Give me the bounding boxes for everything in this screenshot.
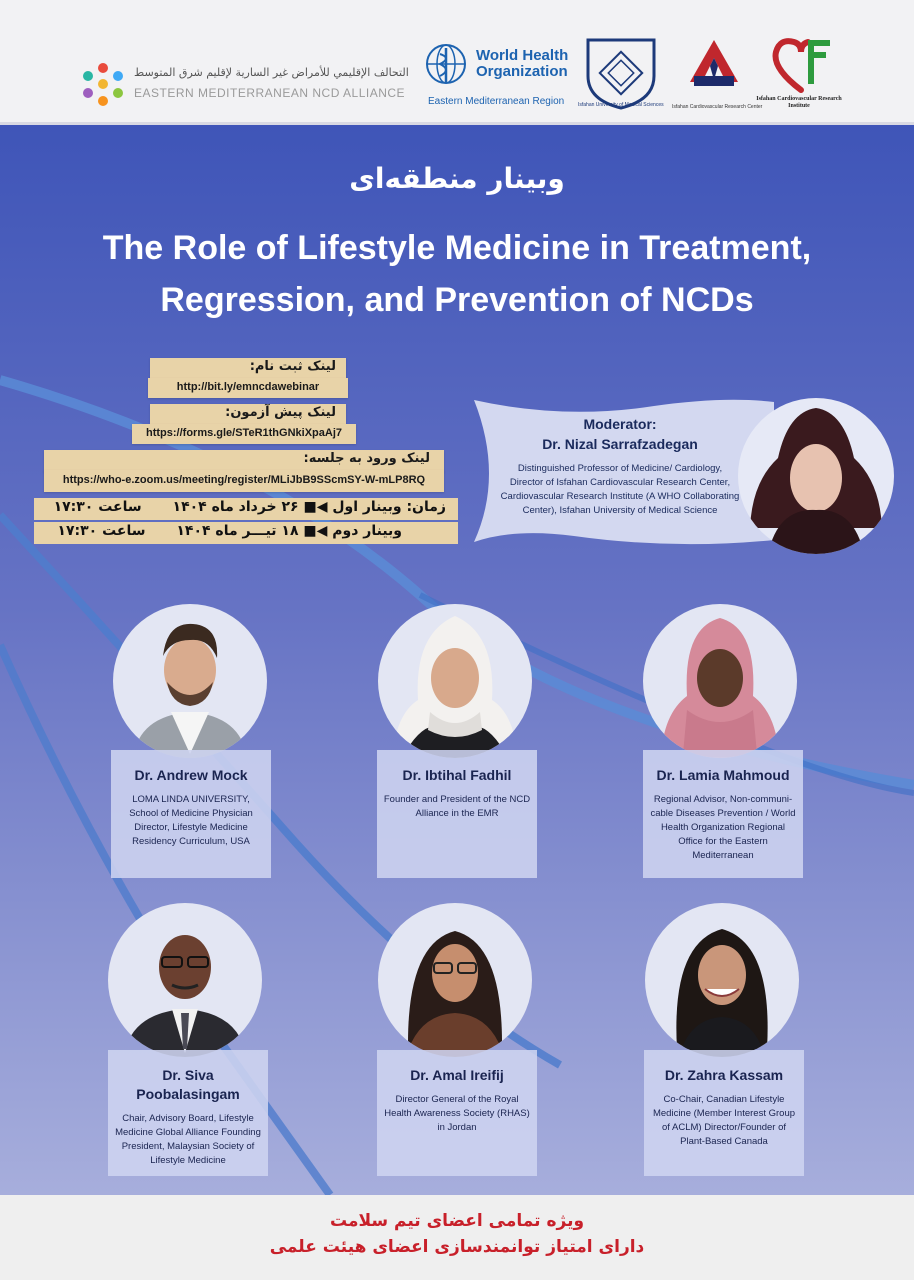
person-icon	[738, 398, 894, 554]
speaker-description: Founder and President of the NCD Alliance in the EMR	[383, 794, 531, 819]
schedule-second-time: ساعت ۱۷:۳۰	[57, 523, 146, 539]
schedule-second	[34, 522, 458, 544]
speaker-card	[643, 750, 803, 878]
footer	[0, 1195, 914, 1280]
person-icon	[378, 903, 532, 1057]
speaker-card	[377, 750, 537, 878]
webinar-title-english	[40, 222, 874, 326]
arrow-left-icon: ◀■	[303, 523, 328, 539]
speaker-name: Dr. Siva Poobalasingam	[136, 1067, 240, 1102]
speaker-name: Dr. Lamia Mahmoud	[656, 767, 790, 783]
person-icon	[108, 903, 262, 1057]
who-logo	[422, 42, 572, 112]
icrc-caption: Isfahan Cardiovascular Research Center	[672, 104, 763, 110]
title-line-2: Regression, and Prevention of NCDs	[160, 281, 754, 319]
icrc-logo-icon	[684, 36, 744, 100]
speaker-name: Dr. Ibtihal Fadhil	[402, 767, 512, 783]
ncd-arabic-name: التحالف الإقليمي للأمراض غير السارية لإقليم شرق المتوسط	[134, 66, 409, 79]
session-link[interactable]: https://who-e.zoom.us/meeting/register/MLiJbB9SScmSY-W-mLP8RQ	[44, 470, 444, 492]
ncd-alliance-logo	[78, 60, 408, 108]
speaker-photo	[113, 604, 267, 758]
speaker-card	[644, 1050, 804, 1176]
schedule-first-time: ساعت ۱۷:۳۰	[53, 499, 142, 515]
footer-line-2: دارای امتیاز توانمندسازی اعضای هیئت علمی	[269, 1237, 645, 1257]
speaker-name: Dr. Zahra Kassam	[664, 1067, 784, 1083]
speaker-photo	[378, 604, 532, 758]
speaker-photo	[645, 903, 799, 1057]
ncd-flower-icon	[78, 60, 128, 108]
who-emblem-icon	[422, 42, 470, 90]
moderator-description: Distinguished Professor of Medicine/ Cardiology, Director of Isfahan Cardiovascular Research Center, Cardiovascular Research Institute (A WHO Collaborating Center), Isfahan University of Medical Science	[500, 463, 740, 516]
who-name	[476, 48, 568, 80]
speaker-card	[377, 1050, 537, 1176]
person-icon	[378, 604, 532, 758]
speaker-card	[108, 1050, 268, 1176]
person-icon	[645, 903, 799, 1057]
speaker-description: Director General of the Royal Health Awareness Society (RHAS) in Jordan	[384, 1094, 530, 1133]
mui-logo-icon	[582, 36, 660, 112]
pretest-label: لینک پیش آزمون:	[150, 404, 346, 424]
session-label: لینک ورود به جلسه:	[44, 450, 444, 472]
speaker-card	[111, 750, 271, 878]
register-label: لینک ثبت نام:	[150, 358, 346, 378]
speaker-name: Dr. Amal Ireifij	[410, 1067, 504, 1083]
speaker-photo	[378, 903, 532, 1057]
schedule-second-label: وبینار دوم	[332, 523, 402, 539]
speaker-photo	[643, 604, 797, 758]
speaker-description: Regional Advisor, Non-communi-cable Diseases Prevention / World Health Organization Regional Office for the Eastern Mediterranean	[650, 794, 796, 861]
moderator-name: Dr. Nizal Sarrafzadegan	[542, 436, 698, 452]
webinar-title-farsi: وبینار منطقه‌ای	[349, 162, 565, 195]
who-name-line2: Organization	[476, 63, 568, 80]
schedule-first-label: وبینار اول	[332, 499, 402, 515]
schedule-time-label: زمان:	[406, 499, 446, 515]
arrow-left-icon: ◀■	[303, 499, 328, 515]
who-region: Eastern Mediterranean Region	[428, 96, 565, 107]
schedule-first-date: ۲۶ خرداد ماه ۱۴۰۴	[172, 499, 299, 515]
pretest-link[interactable]: https://forms.gle/STeR1thGNkiXpaAj7	[132, 424, 356, 444]
moderator-role: Moderator:	[583, 416, 657, 432]
footer-line-1: ویژه تمامی اعضای تیم سلامت	[329, 1211, 585, 1231]
register-link[interactable]: http://bit.ly/emncdawebinar	[148, 378, 348, 398]
speaker-name: Dr. Andrew Mock	[134, 767, 248, 783]
mui-caption: Isfahan University of Medical Sciences	[578, 102, 664, 108]
schedule-second-date: ۱۸ تیـــر ماه ۱۴۰۴	[176, 523, 299, 539]
speaker-description: Chair, Advisory Board, Lifestyle Medicine Global Alliance Founding President, Malaysian Society of Lifestyle Medicine	[115, 1113, 261, 1166]
speaker-description: Co-Chair, Canadian Lifestyle Medicine (Member Interest Group of ACLM) Director/Founder of Plant-Based Canada	[652, 1094, 796, 1147]
person-icon	[113, 604, 267, 758]
icri-logo-icon	[768, 36, 834, 94]
speaker-photo	[108, 903, 262, 1057]
moderator-photo	[738, 398, 894, 554]
who-name-line1: World Health	[476, 47, 569, 64]
icri-name: Isfahan Cardiovascular Research Institute	[756, 96, 842, 109]
ncd-english-name: EASTERN MEDITERRANEAN NCD ALLIANCE	[134, 86, 406, 100]
title-line-1: The Role of Lifestyle Medicine in Treatment,	[102, 229, 812, 267]
logo-bar	[0, 0, 914, 125]
schedule-first	[34, 498, 458, 520]
speaker-description: LOMA LINDA UNIVERSITY, School of Medicine Physician Director, Lifestyle Medicine Residency Curriculum, USA	[129, 794, 253, 847]
person-icon	[643, 604, 797, 758]
